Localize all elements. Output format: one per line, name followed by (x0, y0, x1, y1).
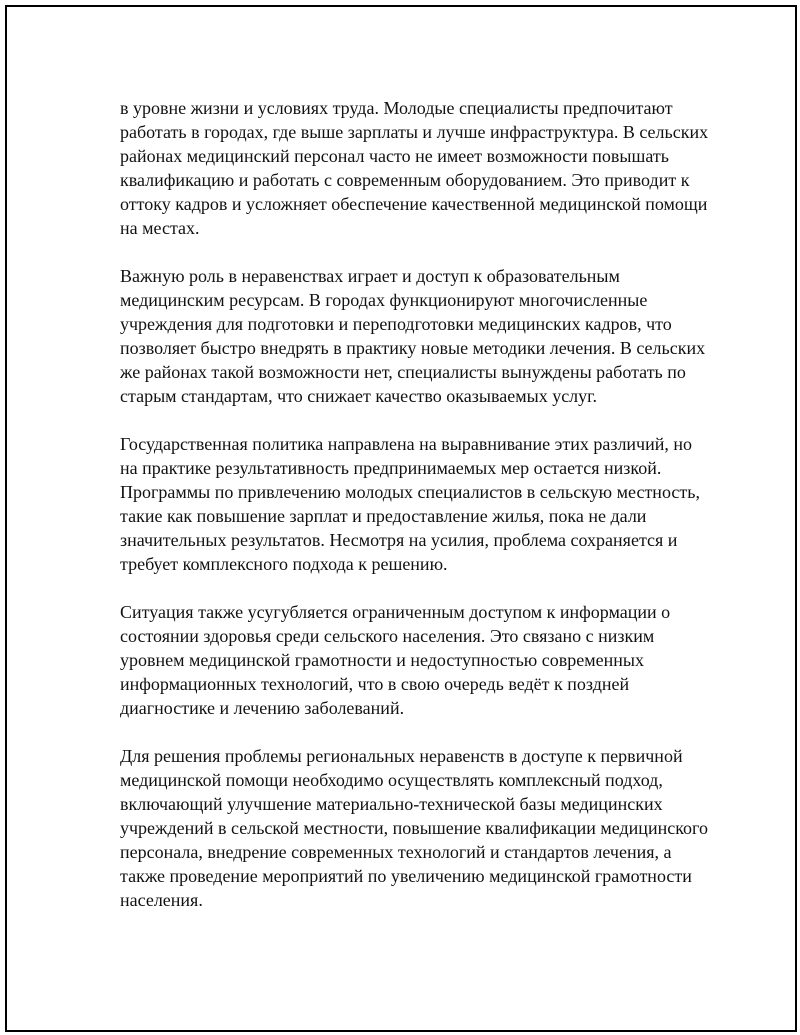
paragraph-3: Государственная политика направлена на выравнивание этих различий, но на практике результативность предпринимаемых мер остается низкой. Программы по привлечению молодых специалистов в сельскую местность, такие как повышение зарплат и предоставление жилья, пока не дали значительных результатов. Несмотря на усилия, проблема сохраняется и требует комплексного подхода к решению. (120, 434, 700, 574)
paragraph-1: в уровне жизни и условиях труда. Молодые специалисты предпочитают работать в городах, где выше зарплаты и лучше инфраструктура. В сельских районах медицинский персонал часто не имеет возможности повышать квалификацию и работать с современным оборудованием. Это приводит к оттоку кадров и усложняет обеспечение качественной медицинской помощи на местах. (120, 98, 709, 238)
paragraph-5: Для решения проблемы региональных неравенств в доступе к первичной медицинской помощи необходимо осуществлять комплексный подход, включающий улучшение материально-технической базы медицинских учреждений в сельской местности, повышение квалификации медицинского персонала, внедрение современных технологий и стандартов лечения, а также проведение мероприятий по увеличению медицинской грамотности населения. (120, 746, 708, 910)
paragraph-4: Ситуация также усугубляется ограниченным доступом к информации о состоянии здоровья среди сельского населения. Это связано с низким уровнем медицинской грамотности и недоступностью современных информационных технологий, что в свою очередь ведёт к поздней диагностике и лечению заболеваний. (120, 602, 671, 718)
paragraph-2: Важную роль в неравенствах играет и доступ к образовательным медицинским ресурсам. В городах функционируют многочисленные учреждения для подготовки и переподготовки медицинских кадров, что позволяет быстро внедрять в практику новые методики лечения. В сельских же районах такой возможности нет, специалисты вынуждены работать по старым стандартам, что снижает качество оказываемых услуг. (120, 266, 706, 406)
document-body (120, 96, 710, 912)
page-frame (5, 5, 797, 1032)
